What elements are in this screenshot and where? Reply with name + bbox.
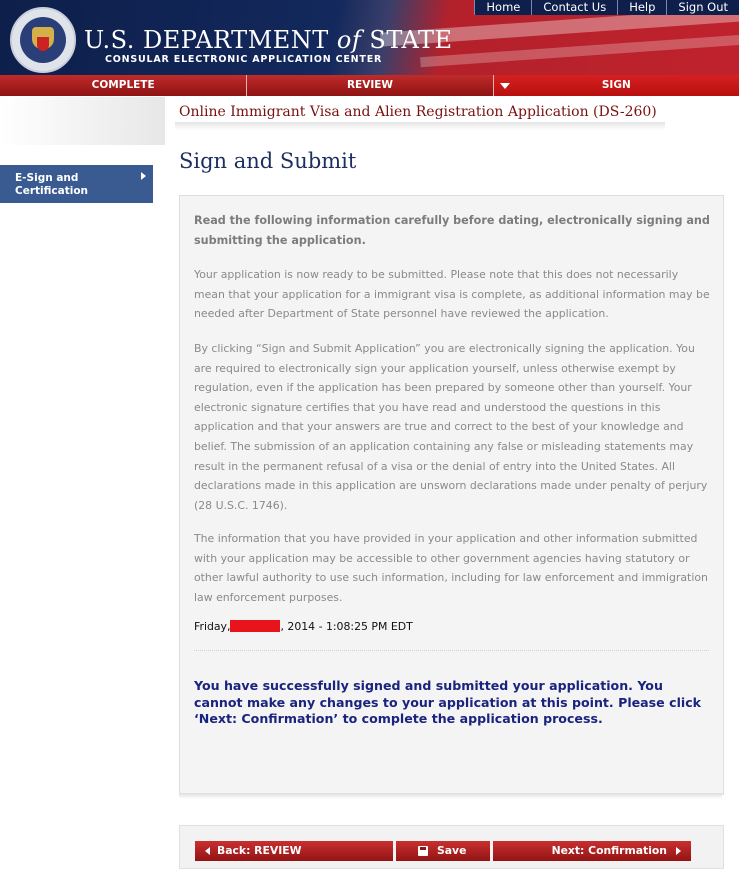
state-seal-icon — [10, 7, 76, 73]
site-header — [0, 0, 739, 75]
save-button-label: Save — [437, 844, 467, 857]
chevron-right-icon — [676, 847, 681, 855]
nav-help[interactable]: Help — [617, 0, 666, 15]
chevron-right-icon — [141, 172, 146, 180]
redacted-date — [230, 620, 280, 632]
title-prefix: U.S. DEPARTMENT — [84, 26, 337, 54]
title-of: of — [336, 26, 362, 54]
ready-paragraph: Your application is now ready to be submitted. Please note that this does not necessarily mean that your application for a immigrant visa is complete, as additional information may be needed after Department of State personnel have reviewed the application. — [194, 268, 710, 321]
title-underline — [175, 122, 665, 130]
department-title — [84, 26, 453, 54]
nav-contact-us[interactable]: Contact Us — [531, 0, 617, 15]
divider — [194, 650, 709, 651]
signature-paragraph: By clicking “Sign and Submit Application” you are electronically signing the application. You are required to electronically sign your application yourself, unless otherwise exempt by regulation, even if the application has been prepared by someone other than yourself. Your electronic signature certifies that you have read and understood the questions in this application and that your answers are true and correct to the best of your knowledge and belief. The submission of an application containing any false or misleading statements may result in the permanent refusal of a visa or the denial of entry into the United States. All declarations made in this application are unsworn declarations made under penalty of perjury (28 U.S.C. 1746). — [194, 342, 708, 512]
current-tab-arrow-icon — [500, 83, 510, 89]
date-prefix: Friday, — [194, 620, 231, 633]
chevron-left-icon — [205, 847, 210, 855]
back-button[interactable] — [195, 841, 393, 861]
progress-tabs — [0, 75, 739, 96]
tab-label: SIGN — [601, 79, 631, 91]
shield-icon — [37, 37, 49, 51]
date-suffix: , 2014 - 1:08:25 PM EDT — [280, 620, 413, 633]
instructions-text: Read the following information carefully before dating, electronically signing and submitting the application. — [194, 214, 710, 247]
nav-home[interactable]: Home — [474, 0, 531, 15]
sidebar-item-e-sign[interactable] — [0, 165, 153, 203]
tab-review[interactable] — [247, 75, 493, 96]
tab-sign[interactable] — [494, 75, 739, 96]
next-button-label: Next: Confirmation — [551, 844, 667, 857]
seal-inner — [20, 17, 66, 63]
next-confirmation-button[interactable] — [493, 841, 691, 861]
panel-shadow — [179, 793, 722, 799]
save-disk-icon — [418, 846, 428, 856]
signature-datetime — [194, 620, 413, 633]
tab-label: COMPLETE — [91, 79, 155, 91]
ceac-subtitle: CONSULAR ELECTRONIC APPLICATION CENTER — [105, 54, 383, 65]
label-line: Certification — [15, 185, 89, 197]
save-button[interactable] — [396, 841, 490, 861]
privacy-paragraph: The information that you have provided in your application and other information submitted with your application may be accessible to other government agencies having statutory or other lawful authority to use such information, including for law enforcement and immigration law enforcement purposes. — [194, 532, 708, 604]
sidebar-header — [0, 97, 165, 145]
sidebar-item-label — [15, 172, 88, 198]
back-button-label: Back: REVIEW — [217, 844, 302, 857]
tab-complete[interactable] — [0, 75, 247, 96]
tab-label: REVIEW — [346, 79, 394, 91]
application-title: Online Immigrant Visa and Alien Registration Application (DS-260) — [179, 104, 657, 120]
page-title: Sign and Submit — [179, 149, 357, 173]
top-nav — [474, 0, 739, 15]
nav-sign-out[interactable]: Sign Out — [666, 0, 739, 15]
title-suffix: STATE — [361, 26, 453, 54]
success-message: You have successfully signed and submitted your application. You cannot make any changes to your application at this point. Please click ‘Next: Confirmation’ to complete the application process. — [194, 678, 702, 726]
label-line: E-Sign and — [15, 172, 79, 184]
